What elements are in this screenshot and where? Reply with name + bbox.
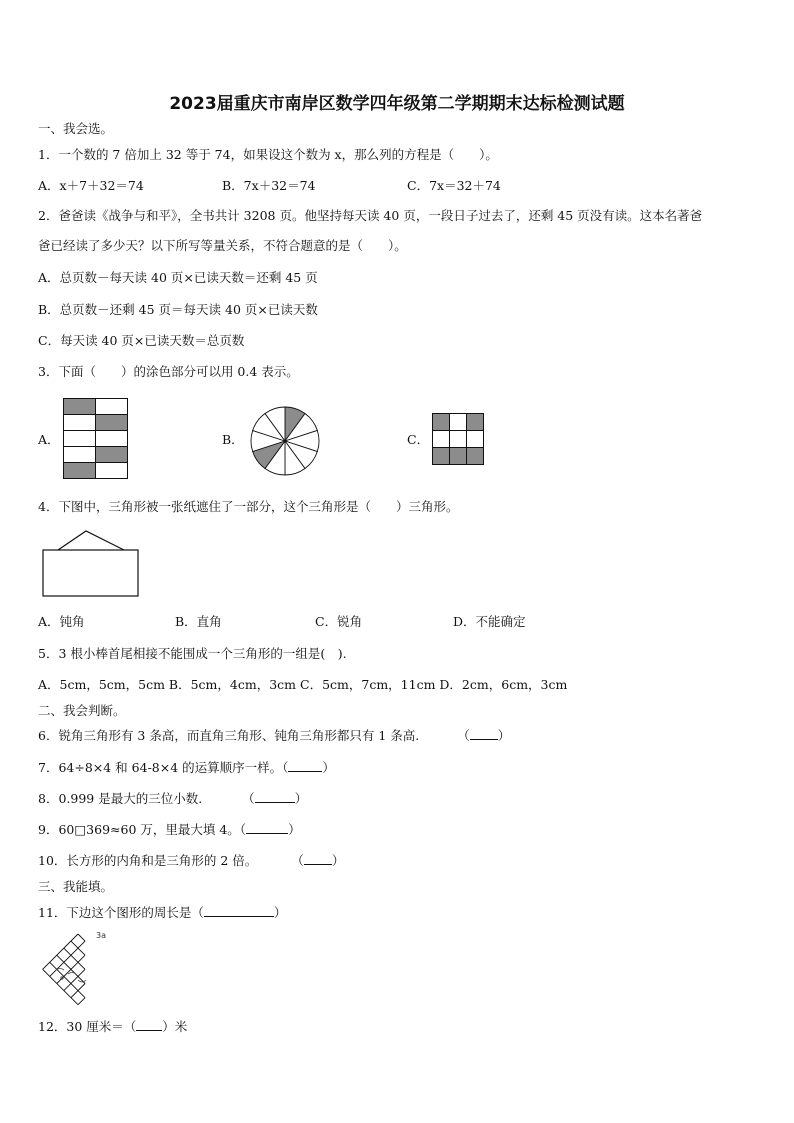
question-2-line2: 爸已经读了多少天？以下所写等量关系，不符合题意的是（ ）。 bbox=[38, 238, 407, 253]
q1-option-c: C．7x＝32＋74 bbox=[407, 178, 501, 193]
section-heading-fill: 三、我能填。 bbox=[38, 879, 114, 894]
question-10-text: 10．长方形的内角和是三角形的 2 倍。 bbox=[38, 853, 258, 868]
page-title: 2023届重庆市南岸区数学四年级第二学期期末达标检测试题 bbox=[169, 94, 625, 114]
q3-option-c: C． bbox=[407, 432, 430, 447]
q1-option-b: B．7x＋32＝74 bbox=[222, 178, 316, 193]
question-12 bbox=[38, 1019, 187, 1035]
section-heading-choice: 一、我会选。 bbox=[38, 121, 114, 136]
q8-paren-open: （ bbox=[242, 791, 255, 806]
q4-option-c: C．锐角 bbox=[315, 614, 363, 629]
question-5: 5．3 根小棒首尾相接不能围成一个三角形的一组是( ). bbox=[38, 646, 347, 661]
question-2-line1: 2．爸爸读《战争与和平》，全书共计 3208 页。他坚持每天读 40 页，一段日子过去了，还剩 45 页没有读。这本名著爸 bbox=[38, 208, 703, 223]
q9-paren-close: ） bbox=[288, 822, 301, 837]
question-7 bbox=[38, 760, 335, 776]
q3-option-a: A． bbox=[38, 432, 60, 447]
question-11 bbox=[38, 905, 286, 921]
q5-options: A．5cm，5cm，5cm B．5cm，4cm，3cm C．5cm，7cm，11cm D．2cm，6cm，3cm bbox=[38, 677, 568, 692]
q3-circle-figure-b bbox=[249, 405, 321, 477]
question-4: 4．下图中，三角形被一张纸遮住了一部分，这个三角形是（ ）三角形。 bbox=[38, 499, 459, 514]
section-heading-judge: 二、我会判断。 bbox=[38, 703, 126, 718]
q1-option-a: A．x＋7＋32＝74 bbox=[38, 178, 144, 193]
question-8-text: 8．0.999 是最大的三位小数. bbox=[38, 791, 203, 806]
q10-answer-blank[interactable] bbox=[304, 853, 332, 865]
q4-hidden-triangle-figure bbox=[42, 529, 142, 599]
question-9 bbox=[38, 822, 301, 838]
question-8 bbox=[38, 791, 307, 807]
q11-paren-close: ） bbox=[273, 905, 287, 920]
q6-paren-close: ） bbox=[497, 728, 511, 743]
question-6-text: 6．锐角三角形有 3 条高，而直角三角形、钝角三角形都只有 1 条高. bbox=[38, 728, 420, 743]
question-3: 3．下面（ ）的涂色部分可以用 0.4 表示。 bbox=[38, 364, 299, 379]
q4-option-d: D．不能确定 bbox=[453, 614, 526, 629]
question-6 bbox=[38, 728, 510, 744]
question-11-text: 11．下边这个图形的周长是（ bbox=[38, 905, 204, 920]
q2-option-a: A．总页数－每天读 40 页×已读天数＝还剩 45 页 bbox=[38, 270, 318, 285]
q10-paren-close: ） bbox=[331, 853, 345, 868]
question-9-text: 9．60□369≈60 万，里最大填 4。（ bbox=[38, 822, 247, 837]
question-7-text: 7．64÷8×4 和 64-8×4 的运算顺序一样。（ bbox=[38, 760, 289, 775]
q6-answer-blank[interactable] bbox=[470, 728, 498, 740]
question-12-text: 12．30 厘米＝（ bbox=[38, 1019, 137, 1034]
q11-answer-blank[interactable] bbox=[204, 905, 274, 917]
q7-paren-close: ） bbox=[322, 760, 335, 775]
q9-answer-blank[interactable] bbox=[246, 822, 288, 834]
q3-square-figure-c bbox=[432, 413, 486, 467]
q7-answer-blank[interactable] bbox=[288, 760, 322, 772]
q11-staircase-grid-figure bbox=[38, 928, 120, 1008]
q11-figure-label: 3a bbox=[96, 931, 106, 940]
q3-option-b: B． bbox=[222, 432, 244, 447]
q6-paren-open: （ bbox=[457, 728, 470, 743]
question-10 bbox=[38, 853, 344, 869]
q10-paren-open: （ bbox=[291, 853, 304, 868]
q12-paren-close: ）米 bbox=[162, 1019, 188, 1034]
q2-option-c: C．每天读 40 页×已读天数＝总页数 bbox=[38, 333, 245, 348]
q8-paren-close: ） bbox=[294, 791, 308, 806]
q12-answer-blank[interactable] bbox=[136, 1019, 162, 1031]
question-1: 1．一个数的 7 倍加上 32 等于 74，如果设这个数为 x，那么列的方程是（ ）。 bbox=[38, 147, 498, 162]
q4-option-a: A．钝角 bbox=[38, 614, 85, 629]
q2-option-b: B．总页数－还剩 45 页＝每天读 40 页×已读天数 bbox=[38, 302, 318, 317]
q3-grid-figure-a bbox=[63, 398, 129, 482]
q8-answer-blank[interactable] bbox=[255, 791, 295, 803]
q4-option-b: B．直角 bbox=[175, 614, 222, 629]
